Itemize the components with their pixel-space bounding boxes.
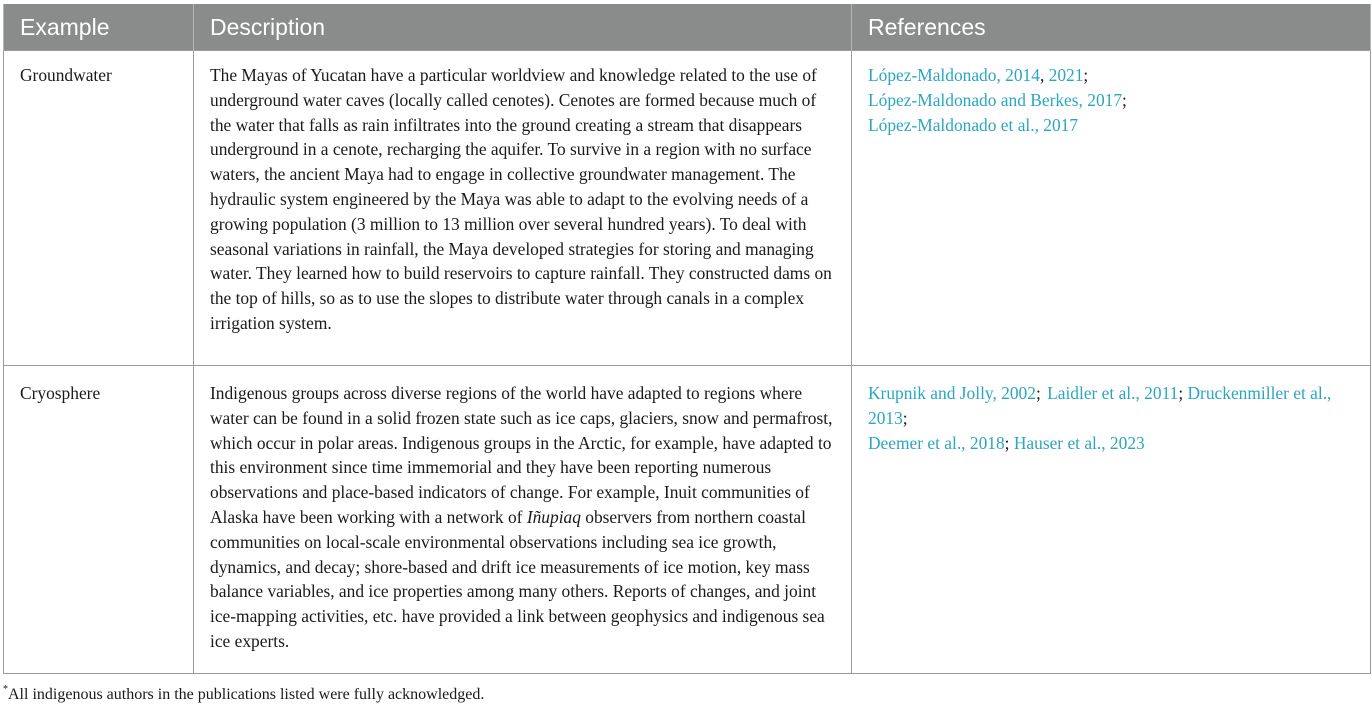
description-cell xyxy=(194,366,852,674)
reference-separator: ; xyxy=(1004,432,1014,453)
reference-link[interactable]: Druckenmiller et al., 2013 xyxy=(868,383,1332,428)
footnote-text: All indigenous authors in the publications listed were fully acknowledged. xyxy=(8,686,485,703)
data-table xyxy=(3,4,1371,674)
table-row xyxy=(4,366,1371,674)
reference-separator: ; xyxy=(1035,383,1046,403)
references-cell xyxy=(852,51,1371,366)
table-row xyxy=(4,51,1371,366)
reference-link[interactable]: López-Maldonado et al., 2017 xyxy=(868,114,1079,135)
column-header-description: Description xyxy=(194,4,852,51)
reference-separator: ; xyxy=(1178,383,1188,403)
description-italic-term: Iñupiaq xyxy=(526,506,581,527)
reference-separator: , xyxy=(1039,65,1049,85)
reference-link[interactable]: Deemer et al., 2018 xyxy=(868,432,1005,453)
column-header-example: Example xyxy=(4,4,194,51)
reference-link[interactable]: López-Maldonado, 2014 xyxy=(868,65,1040,85)
description-text: observers from northern coastal communities on local-scale environmental observations including sea ice growth, dynamics, and decay; shore-based and drift ice measurements of ice motion, key mass balance variables, and ice properties among many others. Reports of changes, and joint ice-mapping activities, etc. have provided a link between geophysics and indigenous sea ice experts. xyxy=(210,506,825,651)
reference-link[interactable]: López-Maldonado and Berkes, 2017 xyxy=(868,89,1123,110)
table-header-row xyxy=(4,4,1371,51)
reference-link[interactable]: 2021 xyxy=(1048,65,1084,85)
data-table-container xyxy=(3,4,1370,674)
description-cell: The Mayas of Yucatan have a particular worldview and knowledge related to the use of underground water caves (locally called cenotes). Cenotes are formed because much of the water that falls as rain infiltrates into the ground creating a stream that disappears underground in a cenote, recharging the aquifer. To survive in a region with no surface waters, the ancient Maya had to engage in collective groundwater management. The hydraulic system engineered by the Maya was able to adapt to the evolving needs of a growing population (3 million to 13 million over several hundred years). To deal with seasonal variations in rainfall, the Maya developed strategies for storing and managing water. They learned how to build reservoirs to capture rainfall. They constructed dams on the top of hills, so as to use the slopes to distribute water through canals in a complex irrigation system. xyxy=(194,51,852,366)
table-footnote xyxy=(3,686,484,704)
example-cell: Cryosphere xyxy=(4,366,194,674)
column-header-references: References xyxy=(852,4,1371,51)
footnote-marker: * xyxy=(3,684,8,695)
description-text: Indigenous groups across diverse regions of the world have adapted to regions where water can be found in a solid frozen state such as ice caps, glaciers, snow and permafrost, which occur in polar areas. Indigenous groups in the Arctic, for example, have adapted to this environment since time immemorial and they have been reporting numerous observations and place-based indicators of change. For example, Inuit communities of Alaska have been working with a network of xyxy=(210,383,833,527)
reference-link[interactable]: Krupnik and Jolly, 2002 xyxy=(868,383,1036,403)
reference-separator: ; xyxy=(1122,89,1127,110)
reference-link[interactable]: Hauser et al., 2023 xyxy=(1013,432,1145,453)
reference-separator: ; xyxy=(902,407,908,428)
example-cell: Groundwater xyxy=(4,51,194,366)
references-cell xyxy=(852,366,1371,674)
reference-link[interactable]: Laidler et al., 2011 xyxy=(1047,383,1179,403)
reference-separator: ; xyxy=(1083,65,1089,85)
